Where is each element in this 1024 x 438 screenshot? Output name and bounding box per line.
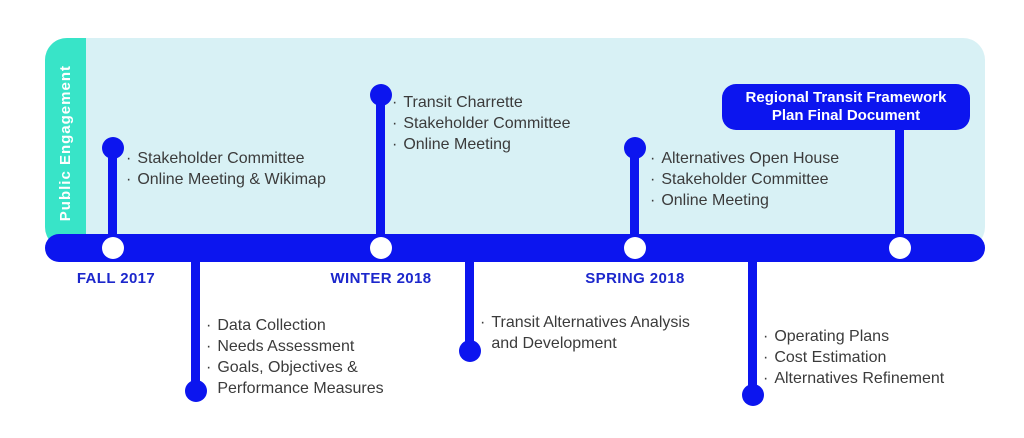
bullet-glyph: · bbox=[763, 370, 769, 387]
list-item bbox=[392, 113, 612, 134]
final-milestone-label: Regional Transit Framework Plan Final Document bbox=[745, 89, 947, 124]
list-item bbox=[126, 148, 356, 169]
list-item bbox=[650, 169, 880, 190]
bullet-glyph: · bbox=[763, 349, 769, 366]
bullet-glyph: · bbox=[206, 338, 212, 355]
timeline-bar bbox=[45, 234, 985, 262]
event-text: Stakeholder Committee bbox=[661, 171, 829, 188]
bullet-glyph: · bbox=[650, 171, 656, 188]
stalk-spring-above bbox=[630, 148, 639, 240]
bullet-glyph: · bbox=[126, 171, 132, 188]
event-text: Alternatives Refinement bbox=[774, 370, 945, 387]
public-engagement-label: Public Engagement bbox=[57, 65, 74, 222]
event-text: Stakeholder Committee bbox=[137, 150, 305, 167]
bullet-glyph: · bbox=[392, 136, 398, 153]
event-text: Transit Alternatives Analysis and Development bbox=[491, 314, 690, 352]
dot-fall-above bbox=[102, 137, 124, 159]
bullet-glyph: · bbox=[206, 317, 212, 334]
event-text: Cost Estimation bbox=[774, 349, 887, 366]
list-item bbox=[392, 92, 612, 113]
node-fall bbox=[102, 237, 124, 259]
event-list-below-2 bbox=[480, 312, 708, 354]
bullet-glyph: · bbox=[650, 192, 656, 209]
node-final bbox=[889, 237, 911, 259]
event-text: Data Collection bbox=[217, 317, 326, 334]
event-list-winter-above bbox=[392, 92, 612, 155]
season-label-fall-2017: FALL 2017 bbox=[76, 270, 156, 287]
bullet-glyph: · bbox=[392, 115, 398, 132]
list-item bbox=[126, 169, 356, 190]
dot-below-3 bbox=[742, 384, 764, 406]
node-winter bbox=[370, 237, 392, 259]
bullet-glyph: · bbox=[480, 314, 486, 331]
list-item bbox=[763, 347, 993, 368]
event-list-spring-above bbox=[650, 148, 880, 211]
stalk-final-milestone bbox=[895, 126, 904, 240]
stalk-below-2 bbox=[465, 250, 474, 351]
list-item bbox=[650, 190, 880, 211]
bullet-glyph: · bbox=[650, 150, 656, 167]
bullet-glyph: · bbox=[126, 150, 132, 167]
stalk-fall-above bbox=[108, 148, 117, 240]
event-text: Goals, Objectives & Performance Measures bbox=[217, 359, 384, 397]
bullet-glyph: · bbox=[206, 359, 212, 376]
dot-spring-above bbox=[624, 137, 646, 159]
event-list-below-3 bbox=[763, 326, 993, 389]
event-list-fall-above bbox=[126, 148, 356, 190]
dot-below-2 bbox=[459, 340, 481, 362]
list-item bbox=[763, 368, 993, 389]
event-list-below-1 bbox=[206, 315, 396, 399]
list-item bbox=[650, 148, 880, 169]
event-text: Online Meeting bbox=[403, 136, 511, 153]
public-engagement-tab bbox=[45, 38, 86, 249]
event-text: Needs Assessment bbox=[217, 338, 355, 355]
event-text: Operating Plans bbox=[774, 328, 890, 345]
season-label-spring-2018: SPRING 2018 bbox=[585, 270, 685, 287]
stalk-below-3 bbox=[748, 250, 757, 395]
stalk-winter-above bbox=[376, 95, 385, 240]
list-item bbox=[206, 336, 396, 357]
list-item bbox=[206, 315, 396, 336]
bullet-glyph: · bbox=[763, 328, 769, 345]
list-item bbox=[480, 312, 708, 354]
event-text: Stakeholder Committee bbox=[403, 115, 571, 132]
event-text: Online Meeting & Wikimap bbox=[137, 171, 326, 188]
final-milestone-box bbox=[722, 84, 970, 130]
list-item bbox=[392, 134, 612, 155]
node-spring bbox=[624, 237, 646, 259]
season-label-winter-2018: WINTER 2018 bbox=[330, 270, 432, 287]
event-text: Transit Charrette bbox=[403, 94, 523, 111]
event-text: Online Meeting bbox=[661, 192, 769, 209]
event-text: Alternatives Open House bbox=[661, 150, 840, 167]
dot-below-1 bbox=[185, 380, 207, 402]
dot-winter-above bbox=[370, 84, 392, 106]
bullet-glyph: · bbox=[392, 94, 398, 111]
list-item bbox=[763, 326, 993, 347]
list-item bbox=[206, 357, 396, 399]
